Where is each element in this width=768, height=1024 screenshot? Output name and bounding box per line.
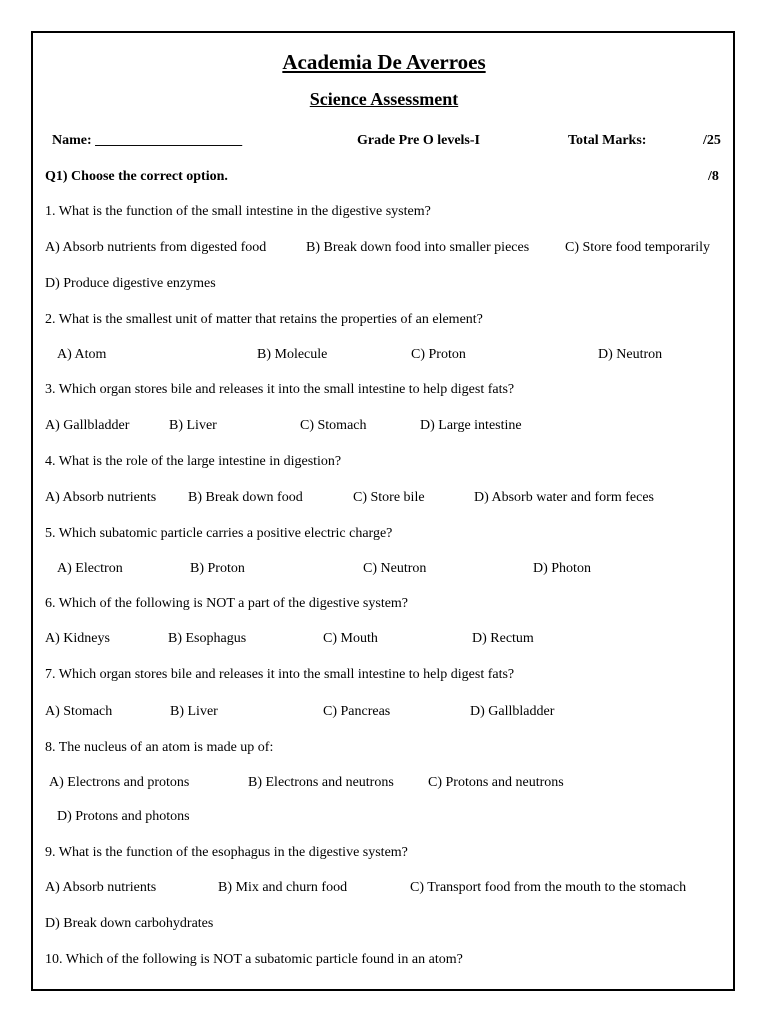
q4-option-b: B) Break down food: [188, 490, 303, 505]
q2-option-d: D) Neutron: [598, 347, 663, 362]
question-2: 2. What is the smallest unit of matter that retains the properties of an element?: [45, 312, 483, 327]
question-3: 3. Which organ stores bile and releases it into the small intestine to help digest fats?: [45, 382, 515, 397]
q5-option-a: A) Electron: [57, 561, 123, 576]
q5-option-c: C) Neutron: [363, 561, 427, 576]
q4-option-c: C) Store bile: [353, 490, 425, 505]
q1-option-a: A) Absorb nutrients from digested food: [45, 240, 267, 255]
q3-option-c: C) Stomach: [300, 418, 367, 433]
q6-option-c: C) Mouth: [323, 631, 378, 646]
q8-option-c: C) Protons and neutrons: [428, 775, 564, 790]
question-1: 1. What is the function of the small intestine in the digestive system?: [45, 204, 431, 219]
total-marks-value: /25: [703, 133, 721, 148]
q7-option-d: D) Gallbladder: [470, 704, 555, 719]
q2-option-a: A) Atom: [57, 347, 107, 362]
q6-option-b: B) Esophagus: [168, 631, 247, 646]
q7-option-c: C) Pancreas: [323, 704, 391, 719]
q3-option-d: D) Large intestine: [420, 418, 522, 433]
q4-option-a: A) Absorb nutrients: [45, 490, 157, 505]
q4-option-d: D) Absorb water and form feces: [474, 490, 654, 505]
q2-option-b: B) Molecule: [257, 347, 328, 362]
q5-option-b: B) Proton: [190, 561, 245, 576]
total-marks-label: Total Marks:: [568, 133, 647, 148]
question-7: 7. Which organ stores bile and releases it into the small intestine to help digest fats?: [45, 667, 515, 682]
question-9: 9. What is the function of the esophagus in the digestive system?: [45, 845, 408, 860]
question-4: 4. What is the role of the large intestine in digestion?: [45, 454, 342, 469]
q1-option-c: C) Store food temporarily: [565, 240, 711, 255]
question-6: 6. Which of the following is NOT a part of the digestive system?: [45, 596, 409, 611]
q8-option-d: D) Protons and photons: [57, 809, 190, 824]
q7-option-a: A) Stomach: [45, 704, 113, 719]
q9-option-b: B) Mix and churn food: [218, 880, 348, 895]
q9-option-a: A) Absorb nutrients: [45, 880, 157, 895]
q6-option-d: D) Rectum: [472, 631, 534, 646]
q9-option-c: C) Transport food from the mouth to the stomach: [410, 880, 687, 895]
q7-option-b: B) Liver: [170, 704, 218, 719]
q9-option-d: D) Break down carbohydrates: [45, 916, 214, 931]
question-10: 10. Which of the following is NOT a subatomic particle found in an atom?: [45, 952, 463, 967]
question-5: 5. Which subatomic particle carries a positive electric charge?: [45, 526, 393, 541]
grade-label: Grade Pre O levels-I: [357, 133, 480, 148]
question-8: 8. The nucleus of an atom is made up of:: [45, 740, 274, 755]
name-field-label: Name: _____________________: [52, 133, 243, 148]
q6-option-a: A) Kidneys: [45, 631, 110, 646]
section-title: Q1) Choose the correct option.: [45, 169, 228, 184]
school-name: Academia De Averroes: [282, 50, 486, 74]
q5-option-d: D) Photon: [533, 561, 591, 576]
q2-option-c: C) Proton: [411, 347, 466, 362]
q8-option-a: A) Electrons and protons: [49, 775, 190, 790]
q8-option-b: B) Electrons and neutrons: [248, 775, 394, 790]
q1-option-d: D) Produce digestive enzymes: [45, 276, 216, 291]
q1-option-b: B) Break down food into smaller pieces: [306, 240, 530, 255]
assessment-title: Science Assessment: [309, 89, 459, 109]
q3-option-a: A) Gallbladder: [45, 418, 130, 433]
q3-option-b: B) Liver: [169, 418, 217, 433]
section-marks: /8: [708, 169, 719, 184]
